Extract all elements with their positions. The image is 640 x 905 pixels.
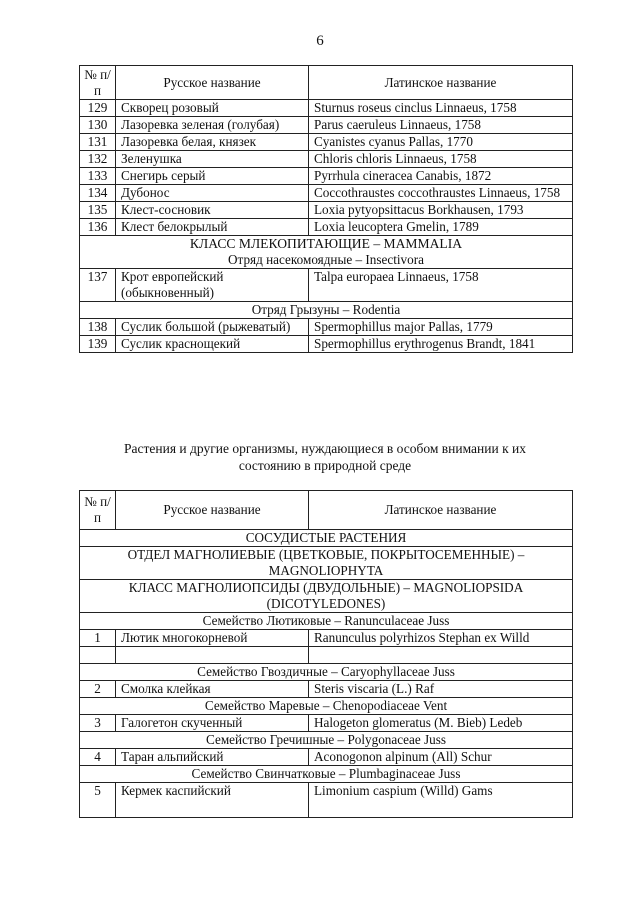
table-row	[80, 134, 573, 151]
page-number: 6	[316, 33, 324, 49]
section-heading	[80, 236, 573, 269]
class-heading: КЛАСС МЛЕКОПИТАЮЩИЕ – MAMMALIA	[189, 236, 463, 251]
latin-name: Ranunculus polyrhizos Stephan ex Willd	[309, 630, 573, 647]
table-row	[80, 715, 573, 732]
empty-cell	[309, 647, 573, 664]
section-heading: Семейство Маревые – Chenopodiaceae Vent	[80, 698, 573, 715]
row-number: 3	[80, 715, 116, 732]
header-number: № п/п	[80, 491, 116, 530]
section-heading: Семейство Лютиковые – Ranunculaceae Juss	[80, 613, 573, 630]
russian-name: Скворец розовый	[116, 100, 309, 117]
table-row	[80, 185, 573, 202]
row-number: 134	[80, 185, 116, 202]
section-row	[80, 613, 573, 630]
row-number: 130	[80, 117, 116, 134]
russian-name: Смолка клейкая	[116, 681, 309, 698]
header-latin-name: Латинское название	[309, 491, 573, 530]
section-row	[80, 664, 573, 681]
row-number: 129	[80, 100, 116, 117]
header-russian-name: Русское название	[116, 491, 309, 530]
latin-name: Aconogonon alpinum (All) Schur	[309, 749, 573, 766]
section-heading: Семейство Свинчатковые – Plumbaginaceae Juss	[80, 766, 573, 783]
russian-name: Клест белокрылый	[116, 219, 309, 236]
latin-name: Spermophillus erythrogenus Brandt, 1841	[309, 336, 573, 353]
latin-name: Loxia pytyopsittacus Borkhausen, 1793	[309, 202, 573, 219]
section-heading: КЛАСС МАГНОЛИОПСИДЫ (ДВУДОЛЬНЫЕ) – MAGNOLIOPSIDA (DICOTYLEDONES)	[80, 580, 573, 613]
empty-cell	[80, 647, 116, 664]
row-number: 138	[80, 319, 116, 336]
latin-name: Coccothraustes coccothraustes Linnaeus, 1758	[309, 185, 573, 202]
russian-name: Галогетон скученный	[116, 715, 309, 732]
table-row	[80, 100, 573, 117]
latin-name: Steris viscaria (L.) Raf	[309, 681, 573, 698]
row-number: 135	[80, 202, 116, 219]
russian-name: Таран альпийский	[116, 749, 309, 766]
section-heading: ОТДЕЛ МАГНОЛИЕВЫЕ (ЦВЕТКОВЫЕ, ПОКРЫТОСЕМЕННЫЕ) – MAGNOLIOPHYTA	[80, 547, 573, 580]
russian-name: Лазоревка белая, князек	[116, 134, 309, 151]
latin-name: Limonium caspium (Willd) Gams	[309, 783, 573, 818]
table-row	[80, 336, 573, 353]
row-number: 139	[80, 336, 116, 353]
russian-name: Лютик многокорневой	[116, 630, 309, 647]
latin-name: Halogeton glomeratus (M. Bieb) Ledeb	[309, 715, 573, 732]
flora-table	[79, 490, 573, 818]
section-caption: Растения и другие организмы, нуждающиеся в особом внимании к их состоянию в природной среде	[124, 441, 526, 473]
row-number: 4	[80, 749, 116, 766]
russian-name: Снегирь серый	[116, 168, 309, 185]
row-number: 137	[80, 269, 116, 302]
row-number: 132	[80, 151, 116, 168]
flora-table-body	[80, 491, 573, 818]
latin-name: Talpa europaea Linnaeus, 1758	[309, 269, 573, 302]
russian-name: Суслик большой (рыжеватый)	[116, 319, 309, 336]
table-header-row	[80, 491, 573, 530]
russian-name: Лазоревка зеленая (голубая)	[116, 117, 309, 134]
russian-name: Кермек каспийский	[116, 783, 309, 818]
latin-name: Cyanistes cyanus Pallas, 1770	[309, 134, 573, 151]
table-row	[80, 269, 573, 302]
latin-name: Spermophillus major Pallas, 1779	[309, 319, 573, 336]
section-row	[80, 580, 573, 613]
table-row	[80, 168, 573, 185]
russian-name: Крот европейский (обыкновенный)	[116, 269, 309, 302]
empty-row	[80, 647, 573, 664]
latin-name: Pyrrhula cineracea Canabis, 1872	[309, 168, 573, 185]
table-row	[80, 749, 573, 766]
row-number: 2	[80, 681, 116, 698]
section-heading: Семейство Гвоздичные – Caryophyllaceae Juss	[80, 664, 573, 681]
section-row	[80, 302, 573, 319]
russian-name: Дубонос	[116, 185, 309, 202]
latin-name: Parus caeruleus Linnaeus, 1758	[309, 117, 573, 134]
fauna-table-body	[80, 66, 573, 353]
section-row	[80, 732, 573, 749]
row-number: 131	[80, 134, 116, 151]
section-heading: СОСУДИСТЫЕ РАСТЕНИЯ	[80, 530, 573, 547]
table-row	[80, 630, 573, 647]
latin-name: Sturnus roseus cinclus Linnaeus, 1758	[309, 100, 573, 117]
russian-name: Зеленушка	[116, 151, 309, 168]
header-russian-name: Русское название	[116, 66, 309, 100]
russian-name: Клест-сосновик	[116, 202, 309, 219]
section-row	[80, 698, 573, 715]
section-row	[80, 236, 573, 269]
section-heading: Семейство Гречишные – Polygonaceae Juss	[80, 732, 573, 749]
empty-cell	[116, 647, 309, 664]
table-row	[80, 151, 573, 168]
latin-name: Chloris chloris Linnaeus, 1758	[309, 151, 573, 168]
fauna-table	[79, 65, 573, 353]
header-latin-name: Латинское название	[309, 66, 573, 100]
russian-name: Суслик краснощекий	[116, 336, 309, 353]
section-row	[80, 547, 573, 580]
table-row	[80, 681, 573, 698]
row-number: 133	[80, 168, 116, 185]
section-row	[80, 766, 573, 783]
section-row	[80, 530, 573, 547]
section-heading: Отряд Грызуны – Rodentia	[80, 302, 573, 319]
row-number: 1	[80, 630, 116, 647]
table-header-row	[80, 66, 573, 100]
order-heading: Отряд насекомоядные – Insectivora	[228, 252, 424, 267]
row-number: 136	[80, 219, 116, 236]
table-row	[80, 219, 573, 236]
table-row	[80, 319, 573, 336]
table-row	[80, 117, 573, 134]
table-row	[80, 202, 573, 219]
latin-name: Loxia leucoptera Gmelin, 1789	[309, 219, 573, 236]
header-number: № п/п	[80, 66, 116, 100]
table-row	[80, 783, 573, 818]
row-number: 5	[80, 783, 116, 818]
